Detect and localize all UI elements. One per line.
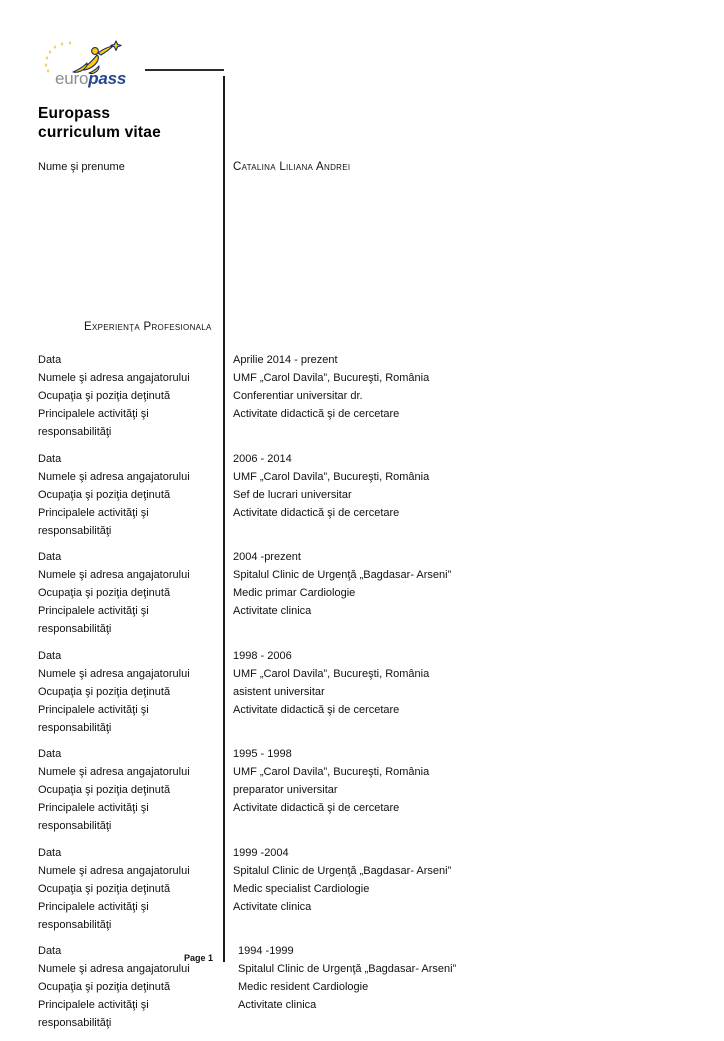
- experience-block: [0, 548, 724, 638]
- position-label: Ocupaţia şi poziţia deţinută: [38, 488, 171, 501]
- data-row: [0, 351, 724, 369]
- position-row: [0, 584, 724, 602]
- wordmark-euro: euro: [55, 69, 89, 88]
- employer-row: [0, 665, 724, 683]
- data-row: [0, 942, 724, 960]
- employer-row: [0, 763, 724, 781]
- activities-row: [0, 898, 724, 934]
- employer-label: Numele şi adresa angajatorului: [38, 470, 190, 483]
- position-label: Ocupaţia şi poziţia deţinută: [38, 685, 171, 698]
- activities-label: Principalele activităţi şi responsabilităţi: [38, 506, 149, 537]
- position-value: preparator universitar: [233, 784, 338, 796]
- activities-value: Activitate clinica: [238, 999, 317, 1011]
- employer-value: UMF „Carol Davila”, Bucureşti, România: [233, 372, 430, 384]
- employer-value: UMF „Carol Davila”, Bucureşti, România: [233, 667, 430, 680]
- position-label: Ocupaţia şi poziţia deţinută: [38, 784, 171, 796]
- section-heading-experience: Experienţa Profesionala: [84, 321, 212, 333]
- employer-row: [0, 960, 724, 978]
- position-row: [0, 683, 724, 701]
- position-row: [0, 486, 724, 504]
- wordmark-pass: pass: [88, 69, 127, 88]
- name-label: Nume şi prenume: [38, 161, 125, 173]
- employer-label: Numele şi adresa angajatorului: [38, 372, 190, 384]
- employer-value: Spitalul Clinic de Urgenţă „Bagdasar- Arseni”: [238, 963, 457, 975]
- activities-value: Activitate didactică şi de cercetare: [233, 802, 400, 814]
- activities-row: [0, 504, 724, 540]
- activities-row: [0, 602, 724, 638]
- activities-value: Activitate clinica: [233, 900, 312, 913]
- employer-row: [0, 566, 724, 584]
- employer-value: Spitalul Clinic de Urgenţă „Bagdasar- Arseni”: [233, 864, 452, 877]
- data-label: Data: [38, 846, 62, 859]
- position-label: Ocupaţia şi poziţia deţinută: [38, 882, 171, 895]
- activities-value: Activitate didactică şi de cercetare: [233, 703, 400, 716]
- employer-value: UMF „Carol Davila”, Bucureşti, România: [233, 766, 430, 778]
- position-row: [0, 387, 724, 405]
- activities-label: Principalele activităţi şi responsabilităţi: [38, 900, 149, 931]
- page-title-line2: curriculum vitae: [38, 124, 161, 141]
- activities-row: [0, 405, 724, 441]
- experience-list: [0, 351, 724, 1041]
- position-row: [0, 880, 724, 898]
- data-label: Data: [38, 452, 62, 465]
- employer-row: [0, 369, 724, 387]
- position-row: [0, 978, 724, 996]
- page-number: Page 1: [184, 953, 214, 963]
- activities-value: Activitate didactică şi de cercetare: [233, 506, 400, 519]
- activities-row: [0, 996, 724, 1032]
- data-row: [0, 647, 724, 665]
- employer-label: Numele şi adresa angajatorului: [38, 766, 190, 778]
- experience-block: [0, 844, 724, 934]
- activities-label: Principalele activităţi şi responsabilităţi: [38, 408, 149, 438]
- activities-label: Principalele activităţi şi responsabilităţi: [38, 999, 149, 1029]
- data-value: 1999 -2004: [233, 846, 289, 859]
- position-label: Ocupaţia şi poziţia deţinută: [38, 981, 171, 993]
- employer-label: Numele şi adresa angajatorului: [38, 963, 190, 975]
- position-row: [0, 781, 724, 799]
- experience-block: [0, 450, 724, 540]
- data-value: 1998 - 2006: [233, 649, 292, 662]
- data-label: Data: [38, 748, 62, 760]
- data-value: 2006 - 2014: [233, 452, 292, 465]
- experience-block: [0, 745, 724, 835]
- experience-block: [0, 942, 724, 1032]
- data-value: Aprilie 2014 - prezent: [233, 354, 338, 366]
- employer-row: [0, 468, 724, 486]
- data-value: 1995 - 1998: [233, 748, 292, 760]
- data-label: Data: [38, 551, 62, 563]
- experience-block: [0, 351, 724, 441]
- position-value: Conferentiar universitar dr.: [233, 390, 363, 402]
- data-label: Data: [38, 354, 62, 366]
- name-value: Catalina Liliana Andrei: [233, 161, 351, 173]
- position-label: Ocupaţia şi poziţia deţinută: [38, 587, 171, 599]
- activities-row: [0, 799, 724, 835]
- position-value: Medic resident Cardiologie: [238, 981, 369, 993]
- data-row: [0, 450, 724, 468]
- employer-row: [0, 862, 724, 880]
- name-row: [0, 158, 724, 176]
- activities-value: Activitate didactică şi de cercetare: [233, 408, 400, 420]
- position-value: asistent universitar: [233, 685, 325, 698]
- europass-wordmark: [55, 69, 126, 89]
- position-value: Medic primar Cardiologie: [233, 587, 356, 599]
- employer-value: Spitalul Clinic de Urgenţă „Bagdasar- Arseni”: [233, 569, 452, 581]
- data-row: [0, 745, 724, 763]
- experience-block: [0, 647, 724, 737]
- position-label: Ocupaţia şi poziţia deţinută: [38, 390, 171, 402]
- position-value: Sef de lucrari universitar: [233, 488, 352, 501]
- employer-label: Numele şi adresa angajatorului: [38, 667, 190, 680]
- employer-label: Numele şi adresa angajatorului: [38, 864, 190, 877]
- page-title-line1: Europass: [38, 105, 111, 122]
- europass-logo: [40, 40, 150, 92]
- activities-label: Principalele activităţi şi responsabilităţi: [38, 703, 149, 734]
- activities-value: Activitate clinica: [233, 605, 312, 617]
- employer-label: Numele şi adresa angajatorului: [38, 569, 190, 581]
- header-horizontal-rule: [145, 69, 224, 71]
- activities-label: Principalele activităţi şi responsabilităţi: [38, 605, 149, 635]
- activities-row: [0, 701, 724, 737]
- data-value: 1994 -1999: [238, 945, 294, 957]
- data-label: Data: [38, 649, 62, 662]
- data-label: Data: [38, 945, 62, 957]
- data-row: [0, 844, 724, 862]
- data-row: [0, 548, 724, 566]
- employer-value: UMF „Carol Davila”, Bucureşti, România: [233, 470, 430, 483]
- activities-label: Principalele activităţi şi responsabilităţi: [38, 802, 149, 832]
- page-title: [38, 104, 161, 142]
- data-value: 2004 -prezent: [233, 551, 301, 563]
- position-value: Medic specialist Cardiologie: [233, 882, 370, 895]
